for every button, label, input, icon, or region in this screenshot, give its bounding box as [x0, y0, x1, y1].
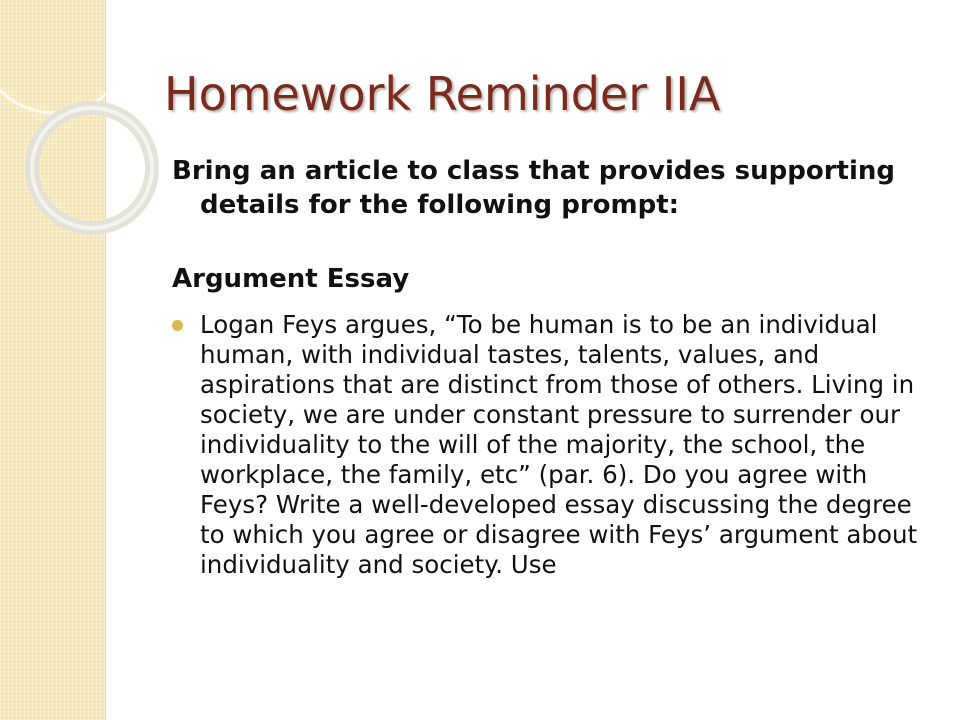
subheading: Argument Essay [172, 264, 410, 294]
bullet-dot-icon [172, 320, 183, 331]
slide-body [172, 154, 932, 580]
bullet-item [172, 310, 932, 580]
decorative-side-strip [0, 0, 106, 720]
slide-title: Homework Reminder IIA [164, 67, 721, 121]
bullet-text: Logan Feys argues, “To be human is to be an individual human, with individual tastes, talents, values, and aspirations that are distinct from those of others. Living in society, we are under constant pressure to surrender our individuality to the will of the majority, the school, the workplace, the family, etc” (par. 6). Do you agree with Feys? Write a well-developed essay discussing the degree to which you agree or disagree with Feys’ argument about individuality and society. Use [200, 310, 918, 579]
intro-text: Bring an article to class that provides supporting details for the following prompt: [172, 156, 896, 220]
